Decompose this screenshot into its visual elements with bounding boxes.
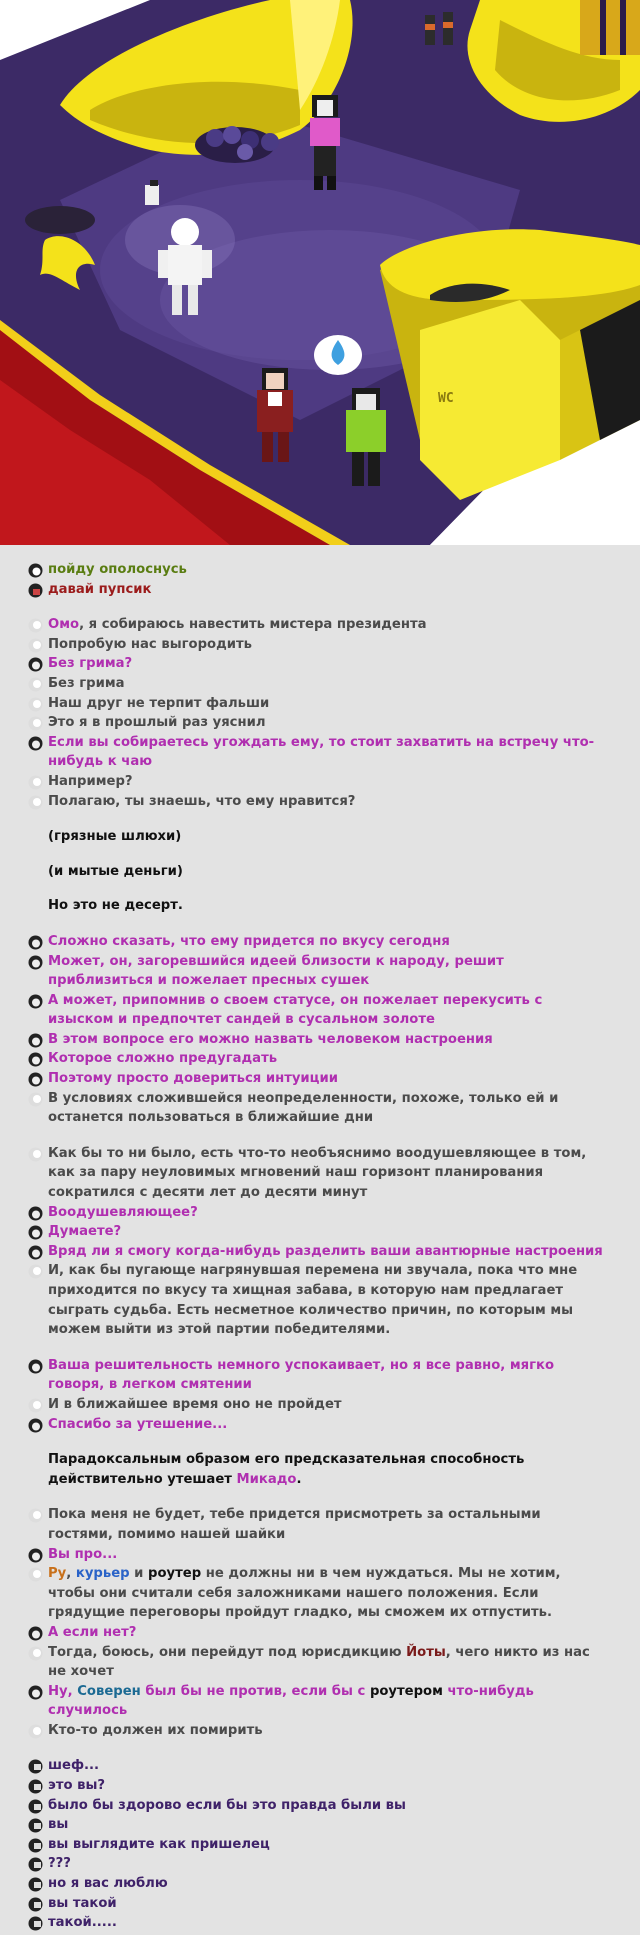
avatar-icon xyxy=(28,1877,43,1892)
avatar-icon xyxy=(28,1206,43,1221)
avatar-icon xyxy=(28,775,43,790)
avatar-icon xyxy=(28,1225,43,1240)
line: Сложно сказать, что ему придется по вкусу сегодня xyxy=(28,932,610,952)
avatar-icon xyxy=(28,638,43,653)
avatar-icon xyxy=(28,1052,43,1067)
line: Например? xyxy=(28,772,610,792)
line: Кто-то должен их помирить xyxy=(28,1721,610,1741)
line: Если вы собираетесь угождать ему, то стоит захватить на встречу что-нибудь к чаю xyxy=(28,733,610,772)
line: Омо, я собираюсь навестить мистера президента xyxy=(28,615,610,635)
avatar-icon xyxy=(28,583,43,598)
line: Воодушевляющее? xyxy=(28,1203,610,1223)
game-scene xyxy=(0,0,640,545)
line: шеф... xyxy=(28,1756,610,1776)
avatar-icon xyxy=(28,736,43,751)
avatar-icon xyxy=(28,1508,43,1523)
line: А если нет? xyxy=(28,1623,610,1643)
narration: Парадоксальным образом его предсказательная способность действительно утешает Микадо. xyxy=(48,1452,525,1487)
narration: Но это не десерт. xyxy=(48,898,183,914)
avatar-icon xyxy=(28,1398,43,1413)
avatar-icon xyxy=(28,1799,43,1814)
avatar-icon xyxy=(28,1838,43,1853)
avatar-icon xyxy=(28,697,43,712)
line: Вы про... xyxy=(28,1545,610,1565)
avatar-icon xyxy=(28,716,43,731)
avatar-icon xyxy=(28,1685,43,1700)
line: Вряд ли я смогу когда-нибудь разделить ваши авантюрные настроения xyxy=(28,1242,610,1262)
line: было бы здорово если бы это правда были вы xyxy=(28,1796,610,1816)
line: Без грима? xyxy=(28,654,610,674)
line: но я вас люблю xyxy=(28,1874,610,1894)
avatar-icon xyxy=(28,1724,43,1739)
avatar-icon xyxy=(28,1359,43,1374)
avatar-icon xyxy=(28,1818,43,1833)
line: И в ближайшее время оно не пройдет xyxy=(28,1395,610,1415)
narration: (и мытые деньги) xyxy=(48,863,183,879)
dialogue-log xyxy=(28,560,610,1933)
avatar-icon xyxy=(28,618,43,633)
line: Как бы то ни было, есть что-то необъяснимо воодушевляющее в том, как за пару неуловимых мгновений наш горизонт планирования сократился с десяти лет до десяти минут xyxy=(28,1144,610,1203)
line: вы выглядите как пришелец xyxy=(28,1835,610,1855)
avatar-icon xyxy=(28,1548,43,1563)
avatar-icon xyxy=(28,955,43,970)
crate-label: WC xyxy=(438,391,454,406)
line: Ру, курьер и роутер не должны ни в чем нуждаться. Мы не хотим, чтобы они считали себя заложниками нашего положения. Если грядущие переговоры пройдут гладко, мы сможем их отпустить. xyxy=(28,1564,610,1623)
avatar-icon xyxy=(28,1264,43,1279)
avatar-icon xyxy=(28,1857,43,1872)
line: В условиях сложившейся неопределенности, похоже, только ей и останется пользоваться в ближайшие дни xyxy=(28,1089,610,1128)
avatar-icon xyxy=(28,1646,43,1661)
line: В этом вопросе его можно назвать человеком настроения xyxy=(28,1030,610,1050)
avatar-icon xyxy=(28,677,43,692)
avatar-icon xyxy=(28,1418,43,1433)
line: Которое сложно предугадать xyxy=(28,1049,610,1069)
line: А может, припомнив о своем статусе, он пожелает перекусить с изыском и предпочтет сандей в сусальном золоте xyxy=(28,991,610,1030)
avatar-icon xyxy=(28,1092,43,1107)
line: вы xyxy=(28,1815,610,1835)
avatar-icon xyxy=(28,1245,43,1260)
avatar-icon xyxy=(28,657,43,672)
avatar-icon xyxy=(28,1147,43,1162)
avatar-icon xyxy=(28,994,43,1009)
line: пойду ополоснусь xyxy=(28,560,610,580)
line: Пока меня не будет, тебе придется присмотреть за остальными гостями, помимо нашей шайки xyxy=(28,1505,610,1544)
line: Наш друг не терпит фальши xyxy=(28,694,610,714)
line: Это я в прошлый раз уяснил xyxy=(28,713,610,733)
avatar-icon xyxy=(28,1033,43,1048)
avatar-icon xyxy=(28,1916,43,1931)
line: Ну, Соверен был бы не против, если бы с роутером что-нибудь случилось xyxy=(28,1682,610,1721)
line: Думаете? xyxy=(28,1222,610,1242)
avatar-icon xyxy=(28,1626,43,1641)
line: давай пупсик xyxy=(28,580,610,600)
line: Попробую нас выгородить xyxy=(28,635,610,655)
avatar-icon xyxy=(28,1567,43,1582)
line: Полагаю, ты знаешь, что ему нравится? xyxy=(28,792,610,812)
line: И, как бы пугающе нагрянувшая перемена ни звучала, пока что мне приходится по вкусу та хищная забава, в которую нам предлагает сыграть судьба. Есть несметное количество причин, по которым мы можем выйти из этой партии победителями. xyxy=(28,1261,610,1339)
line: такой..... xyxy=(28,1913,610,1933)
avatar-icon xyxy=(28,1897,43,1912)
line: ??? xyxy=(28,1854,610,1874)
avatar-icon xyxy=(28,1759,43,1774)
line: вы такой xyxy=(28,1894,610,1914)
line: Без грима xyxy=(28,674,610,694)
avatar-icon xyxy=(28,935,43,950)
narration: (грязные шлюхи) xyxy=(48,829,182,845)
line: Ваша решительность немного успокаивает, но я все равно, мягко говоря, в легком смятении xyxy=(28,1356,610,1395)
avatar-icon xyxy=(28,1779,43,1794)
avatar-icon xyxy=(28,1072,43,1087)
line: это вы? xyxy=(28,1776,610,1796)
line: Спасибо за утешение... xyxy=(28,1415,610,1435)
line: Тогда, боюсь, они перейдут под юрисдикцию Йоты, чего никто из нас не хочет xyxy=(28,1643,610,1682)
line: Поэтому просто довериться интуиции xyxy=(28,1069,610,1089)
avatar-icon xyxy=(28,563,43,578)
avatar-icon xyxy=(28,795,43,810)
line: Может, он, загоревшийся идеей близости к народу, решит приблизиться и пожелает пресных сушек xyxy=(28,952,610,991)
